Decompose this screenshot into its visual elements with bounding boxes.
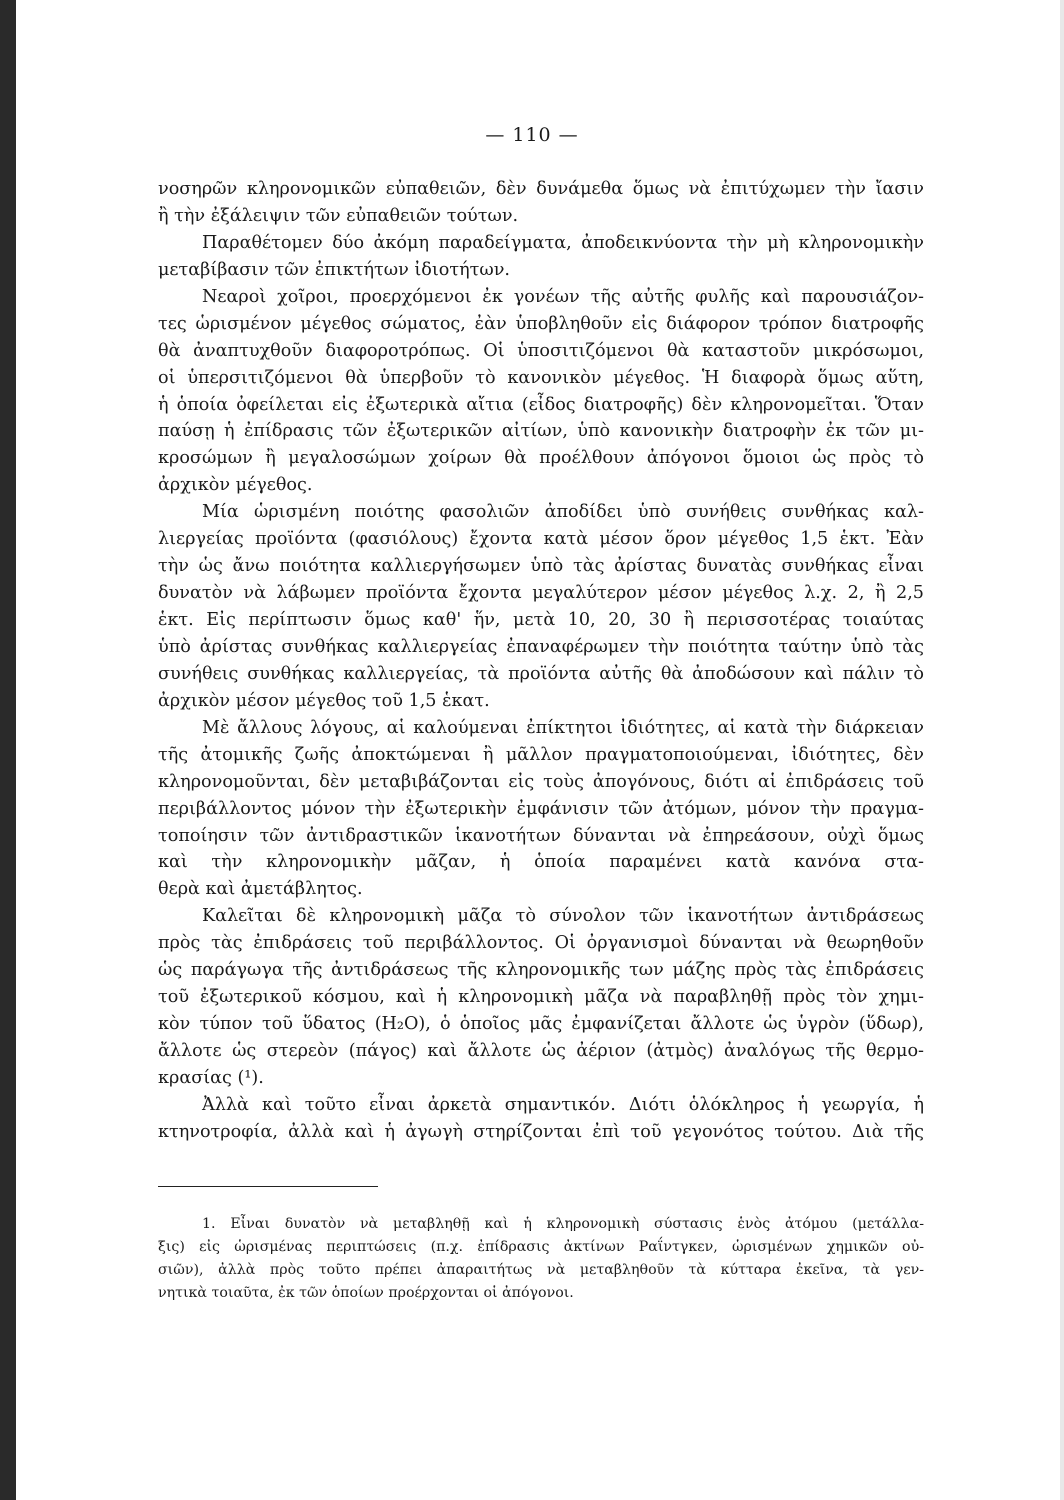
body-line: ἀρχικὸν μέσον μέγεθος τοῦ 1,5 ἑκατ.: [158, 690, 490, 711]
body-line: θερὰ καὶ ἀμετάβλητος.: [158, 879, 363, 900]
body-text: [158, 176, 924, 1146]
body-line: νοσηρῶν κληρονομικῶν εὐπαθειῶν, δὲν δυνάμεθα ὅμως νὰ ἐπιτύχωμεν τὴν ἴασιν: [158, 179, 924, 199]
body-line: ὡς παράγωγα τῆς ἀντιδράσεως τῆς κληρονομικῆς των μάζης πρὸς τὰς ἐπιδράσεις: [158, 960, 924, 981]
body-line: τοῦ ἐξωτερικοῦ κόσμου, καὶ ἡ κληρονομικὴ μᾶζα νὰ παραβληθῇ πρὸς τὸν χημι-: [158, 987, 924, 1008]
body-line: οἱ ὑπερσιτιζόμενοι θὰ ὑπερβοῦν τὸ κανονικὸν μέγεθος. Ἡ διαφορὰ ὅμως αὕτη,: [158, 367, 924, 388]
body-line: Ἀλλὰ καὶ τοῦτο εἶναι ἀρκετὰ σημαντικόν. Διότι ὁλόκληρος ἡ γεωργία, ἡ: [202, 1094, 924, 1115]
body-line: ἢ τὴν ἐξάλειψιν τῶν εὐπαθειῶν τούτων.: [158, 205, 519, 226]
body-line: τὴν ὡς ἄνω ποιότητα καλλιεργήσωμεν ὑπὸ τὰς ἀρίστας δυνατὰς συνθήκας εἶναι: [158, 556, 924, 577]
body-line: Μία ὡρισμένη ποιότης φασολιῶν ἀποδίδει ὑπὸ συνήθεις συνθήκας καλ-: [202, 502, 924, 523]
body-line: Καλεῖται δὲ κληρονομικὴ μᾶζα τὸ σύνολον τῶν ἱκανοτήτων ἀντιδράσεως: [202, 906, 924, 927]
footnote-line: νητικὰ τοιαῦτα, ἐκ τῶν ὁποίων προέρχονται οἱ ἀπόγονοι.: [158, 1285, 574, 1301]
page-number: — 110 —: [485, 124, 579, 146]
footnote: [158, 1213, 924, 1305]
footnote-line: ξις) εἰς ὡρισμένας περιπτώσεις (π.χ. ἐπίδρασις ἀκτίνων Ραΐντγκεν, ὡρισμένων χημικῶν οὐ-: [158, 1239, 924, 1255]
body-line: κτηνοτροφία, ἀλλὰ καὶ ἡ ἀγωγὴ στηρίζονται ἐπὶ τοῦ γεγονότος τούτου. Διὰ τῆς: [158, 1121, 924, 1142]
scan-left-edge: [0, 0, 16, 1500]
scan-right-edge: [1060, 0, 1064, 1500]
body-line: Νεαροὶ χοῖροι, προερχόμενοι ἐκ γονέων τῆς αὐτῆς φυλῆς καὶ παρουσιάζον-: [202, 286, 924, 307]
body-line: τῆς ἀτομικῆς ζωῆς ἀποκτώμεναι ἢ μᾶλλον πραγματοποιούμεναι, ἰδιότητες, δὲν: [158, 744, 924, 765]
body-line: ἑκτ. Εἰς περίπτωσιν ὅμως καθ' ἥν, μετὰ 10, 20, 30 ἢ περισσοτέρας τοιαύτας: [158, 610, 924, 630]
body-line: περιβάλλοντος μόνον τὴν ἐξωτερικὴν ἐμφάνισιν τῶν ἀτόμων, μόνον τὴν πραγμα-: [158, 798, 924, 819]
body-line: κληρονομοῦνται, δὲν μεταβιβάζονται εἰς τοὺς ἀπογόνους, διότι αἱ ἐπιδράσεις τοῦ: [158, 771, 924, 792]
body-line: συνήθεις συνθήκας καλλιεργείας, τὰ προϊόντα αὐτῆς θὰ ἀποδώσουν καὶ πάλιν τὸ: [158, 663, 924, 684]
body-line: Μὲ ἄλλους λόγους, αἱ καλούμεναι ἐπίκτητοι ἰδιότητες, αἱ κατὰ τὴν διάρκειαν: [202, 717, 924, 738]
body-line: τες ὡρισμένον μέγεθος σώματος, ἐὰν ὑποβληθοῦν εἰς διάφορον τρόπον διατροφῆς: [158, 313, 924, 334]
body-line: ἡ ὁποία ὀφείλεται εἰς ἐξωτερικὰ αἴτια (εἶδος διατροφῆς) δὲν κληρονομεῖται. Ὅταν: [158, 394, 924, 415]
body-line: ὑπὸ ἀρίστας συνθήκας καλλιεργείας ἐπαναφέρωμεν τὴν ποιότητα ταύτην ὑπὸ τὰς: [158, 636, 924, 657]
body-line: κρασίας (¹).: [158, 1067, 264, 1088]
body-line: παύσῃ ἡ ἐπίδρασις τῶν ἐξωτερικῶν αἰτίων, ὑπὸ κανονικὴν διατροφὴν ἐκ τῶν μι-: [158, 421, 924, 442]
body-line: μεταβίβασιν τῶν ἐπικτήτων ἰδιοτήτων.: [158, 259, 511, 280]
footnote-divider: [158, 1186, 378, 1187]
body-line: ἄλλοτε ὡς στερεὸν (πάγος) καὶ ἄλλοτε ὡς ἀέριον (ἀτμὸς) ἀναλόγως τῆς θερμο-: [158, 1041, 924, 1061]
body-line: κὸν τύπον τοῦ ὕδατος (H₂O), ὁ ὁποῖος μᾶς ἐμφανίζεται ἄλλοτε ὡς ὑγρὸν (ὕδωρ),: [158, 1014, 924, 1035]
body-line: τοποίησιν τῶν ἀντιδραστικῶν ἱκανοτήτων δύνανται νὰ ἐπηρεάσουν, οὐχὶ ὅμως: [158, 825, 924, 846]
body-line: Παραθέτομεν δύο ἀκόμη παραδείγματα, ἀποδεικνύοντα τὴν μὴ κληρονομικὴν: [202, 232, 924, 253]
footnote-line: 1. Εἶναι δυνατὸν νὰ μεταβληθῇ καὶ ἡ κληρονομικὴ σύστασις ἑνὸς ἀτόμου (μετάλλα-: [202, 1216, 924, 1232]
body-line: καὶ τὴν κληρονομικὴν μᾶζαν, ἡ ὁποία παραμένει κατὰ κανόνα στα-: [158, 852, 924, 873]
body-line: δυνατὸν νὰ λάβωμεν προϊόντα ἔχοντα μεγαλύτερον μέσον μέγεθος λ.χ. 2, ἢ 2,5: [158, 583, 924, 604]
body-line: ἀρχικὸν μέγεθος.: [158, 475, 313, 496]
body-line: κροσώμων ἢ μεγαλοσώμων χοίρων θὰ προέλθουν ἀπόγονοι ὅμοιοι ὡς πρὸς τὸ: [158, 448, 924, 469]
body-line: λιεργείας προϊόντα (φασιόλους) ἔχοντα κατὰ μέσον ὅρον μέγεθος 1,5 ἑκτ. Ἐὰν: [158, 529, 924, 550]
footnote-line: σιῶν), ἀλλὰ πρὸς τοῦτο πρέπει ἀπαραιτήτως νὰ μεταβληθοῦν τὰ κύτταρα ἐκεῖνα, τὰ γεν-: [158, 1262, 924, 1278]
body-line: θὰ ἀναπτυχθοῦν διαφοροτρόπως. Οἱ ὑποσιτιζόμενοι θὰ καταστοῦν μικρόσωμοι,: [158, 340, 924, 361]
body-line: πρὸς τὰς ἐπιδράσεις τοῦ περιβάλλοντος. Οἱ ὀργανισμοὶ δύνανται νὰ θεωρηθοῦν: [158, 933, 924, 954]
